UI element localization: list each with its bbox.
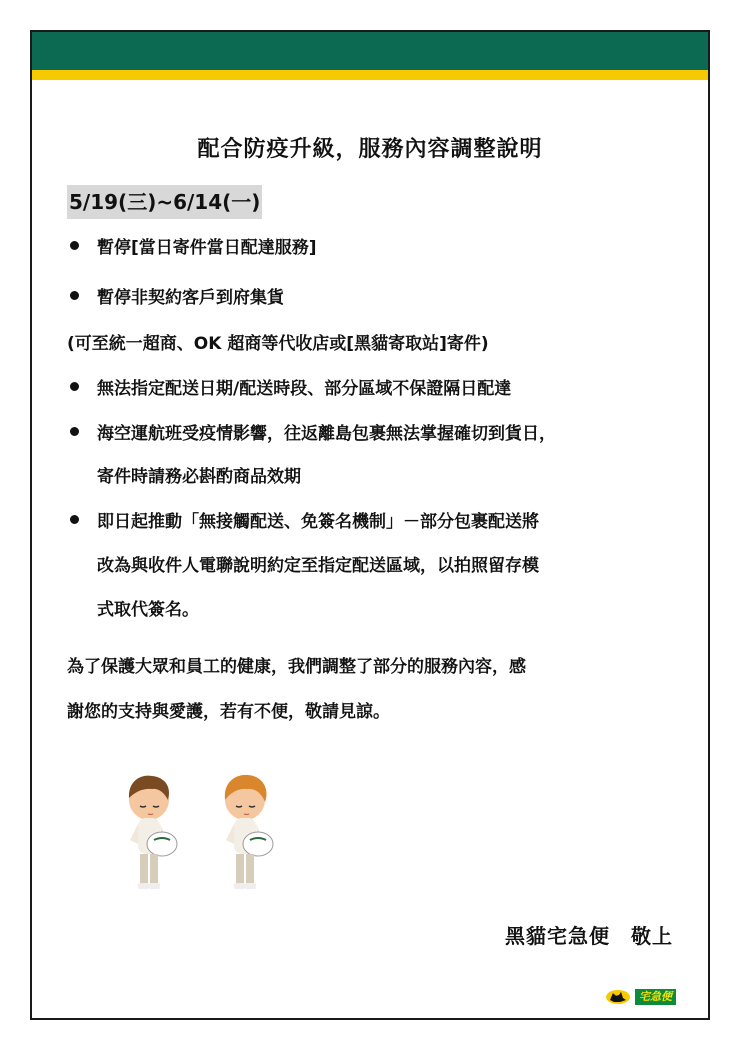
logo-text: 宅急便 xyxy=(635,989,676,1005)
bullet-dot-icon xyxy=(70,241,79,250)
signature: 黑貓宅急便 敬上 xyxy=(505,924,673,948)
bullet-item-4-line-1: 海空運航班受疫情影響，往返離島包裹無法掌握確切到貨日， xyxy=(97,424,556,444)
bullet-item-5-line-3: 式取代簽名。 xyxy=(97,600,199,620)
bullet-dot-icon xyxy=(70,382,79,391)
yamato-logo xyxy=(605,988,676,1006)
notice-page xyxy=(30,30,710,1020)
bullet-item-4-line-2: 寄件時請務必斟酌商品效期 xyxy=(97,467,301,487)
bullet-dot-icon xyxy=(70,515,79,524)
bullet-item-2: 暫停非契約客戶到府集貨 xyxy=(97,288,284,308)
bullet-item-3: 無法指定配送日期/配送時段、部分區域不保證隔日配達 xyxy=(97,379,512,399)
header-band-green xyxy=(32,32,708,70)
bullet-dot-icon xyxy=(70,291,79,300)
notice-title: 配合防疫升級，服務內容調整說明 xyxy=(197,137,543,162)
bowing-courier-figure-icon xyxy=(118,770,184,892)
bullet-dot-icon xyxy=(70,427,79,436)
bullet-item-1: 暫停[當日寄件當日配達服務] xyxy=(97,238,317,258)
black-cat-logo-icon xyxy=(605,989,631,1005)
bowing-courier-figure-icon xyxy=(214,770,280,892)
dropoff-note: (可至統一超商、OK 超商等代收店或[黑貓寄取站]寄件) xyxy=(67,334,489,354)
closing-line-2: 謝您的支持與愛護，若有不便，敬請見諒。 xyxy=(67,702,390,722)
header-band-yellow xyxy=(32,70,708,80)
period-dates: 5/19(三)~6/14(一) xyxy=(67,185,262,219)
bullet-item-5-line-2: 改為與收件人電聯說明約定至指定配送區域，以拍照留存模 xyxy=(97,556,539,576)
bullet-item-5-line-1: 即日起推動「無接觸配送、免簽名機制」－部分包裹配送將 xyxy=(97,512,539,532)
closing-line-1: 為了保護大眾和員工的健康，我們調整了部分的服務內容，感 xyxy=(67,657,526,677)
